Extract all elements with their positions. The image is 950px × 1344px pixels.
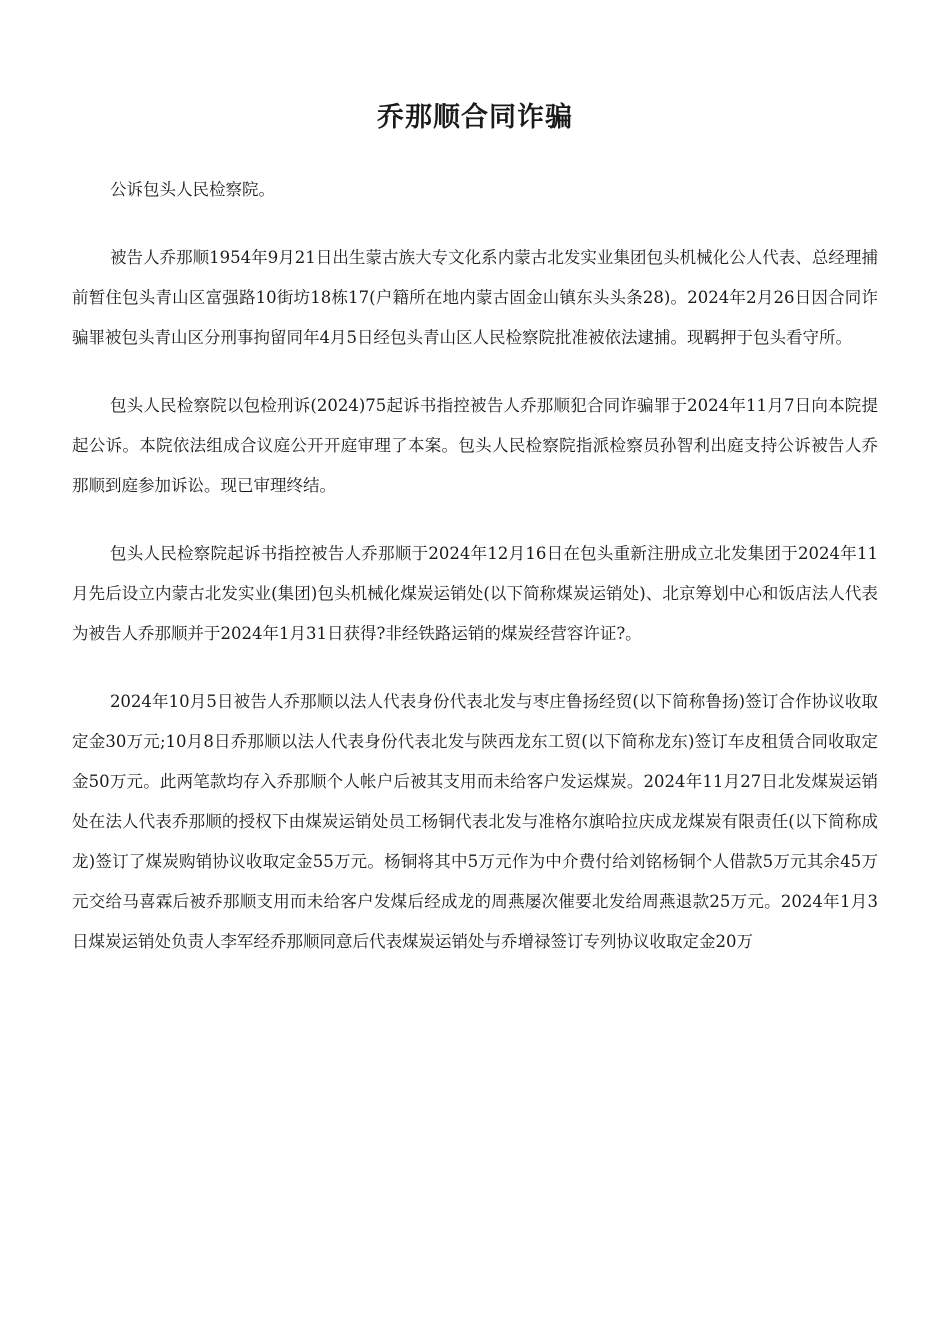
document-body — [72, 170, 878, 990]
paragraph-prosecutor: 公诉包头人民检察院。 — [109, 180, 275, 199]
paragraph-fraud-details: 2024年10月5日被告人乔那顺以法人代表身份代表北发与枣庄鲁扬经贸(以下简称鲁扬)签订合作协议收取定金30万元;10月8日乔那顺以法人代表身份代表北发与陕西龙东工贸(以下简称龙东)签订车皮租赁合同收取定金50万元。此两笔款均存入乔那顺个人帐户后被其支用而未给客户发运煤炭。2024年11月27日北发煤炭运销处在法人代表乔那顺的授权下由煤炭运销处员工杨铜代表北发与准格尔旗哈拉庆成龙煤炭有限责任(以下简称成龙)签订了煤炭购销协议收取定金55万元。杨铜将其中5万元作为中介费付给刘铭杨铜个人借款5万元其余45万元交给马喜霖后被乔那顺支用而未给客户发煤后经成龙的周燕屡次催要北发给周燕退款25万元。2024年1月3日煤炭运销处负责人李军经乔那顺同意后代表煤炭运销处与乔增禄签订专列协议收取定金20万 — [72, 692, 878, 951]
paragraph-defendant-info: 被告人乔那顺1954年9月21日出生蒙古族大专文化系内蒙古北发实业集团包头机械化公人代表、总经理捕前暂住包头青山区富强路10街坊18栋17(户籍所在地内蒙古固金山镇东头头条28)。2024年2月26日因合同诈骗罪被包头青山区分刑事拘留同年4月5日经包头青山区人民检察院批准被依法逮捕。现羁押于包头看守所。 — [72, 248, 878, 347]
document-title: 乔那顺合同诈骗 — [377, 102, 573, 134]
paragraph-prosecution-filing: 包头人民检察院以包检刑诉(2024)75起诉书指控被告人乔那顺犯合同诈骗罪于2024年11月7日向本院提起公诉。本院依法组成合议庭公开开庭审理了本案。包头人民检察院指派检察员孙智利出庭支持公诉被告人乔那顺到庭参加诉讼。现已审理终结。 — [72, 396, 878, 495]
paragraph-indictment: 包头人民检察院起诉书指控被告人乔那顺于2024年12月16日在包头重新注册成立北发集团于2024年11月先后设立内蒙古北发实业(集团)包头机械化煤炭运销处(以下简称煤炭运销处)、北京筹划中心和饭店法人代表为被告人乔那顺并于2024年1月31日获得?非经铁路运销的煤炭经营容许证?。 — [72, 544, 878, 643]
